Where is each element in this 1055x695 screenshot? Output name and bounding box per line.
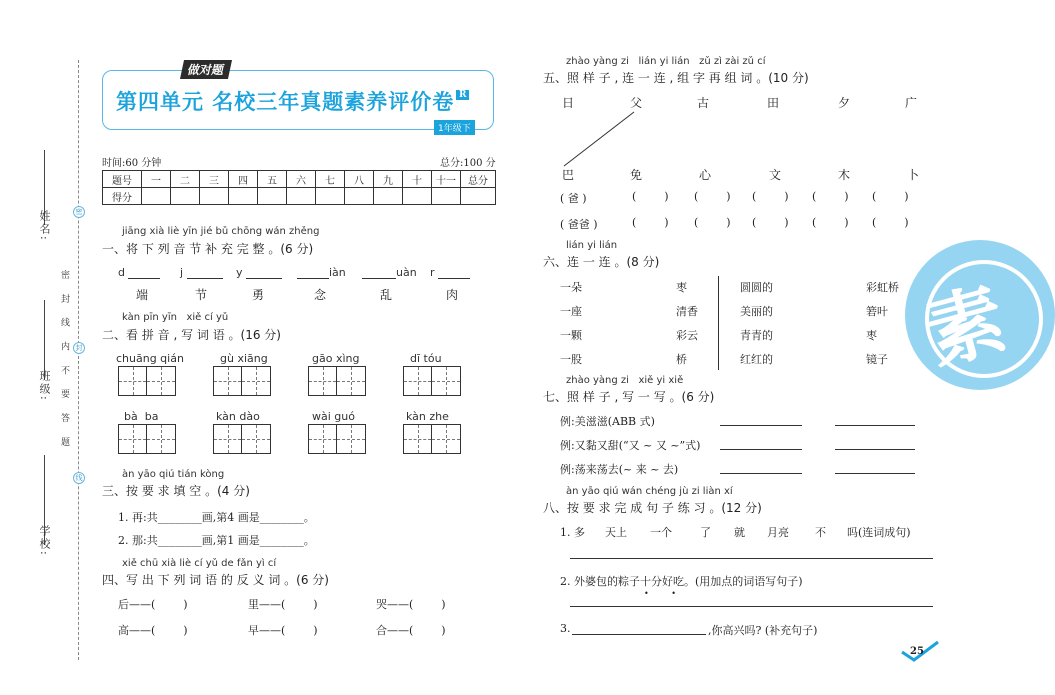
- q5-row2: ( ): [694, 216, 731, 229]
- score-header: 六: [287, 171, 316, 188]
- q2-word-pinyin: dī tóu: [410, 352, 442, 365]
- q6-left-item[interactable]: 圆圆的: [740, 281, 773, 294]
- q5-top-char: 日: [562, 96, 575, 110]
- q6-pinyin: lián yi lián: [566, 240, 618, 251]
- total-label: 总分:100 分: [440, 158, 496, 169]
- score-header: 九: [374, 171, 403, 188]
- q1-pinyin: jiāng xià liè yīn jié bǔ chōng wán zhěng: [122, 226, 320, 237]
- q1-char: 乱: [380, 288, 393, 302]
- q5-row2: ( ): [872, 216, 909, 229]
- q5-title: 五、照 样 子 , 连 一 连 , 组 字 再 组 词 。(10 分): [543, 71, 809, 85]
- q6-right-item[interactable]: 清香: [676, 305, 698, 318]
- q6-right-item[interactable]: 镜子: [866, 353, 888, 366]
- q2-writing-grid[interactable]: [118, 424, 176, 454]
- score-cell[interactable]: [171, 188, 200, 205]
- q8-s1-word: 就: [734, 526, 745, 539]
- q1-char: 念: [314, 288, 327, 302]
- q1-blank[interactable]: [128, 266, 160, 279]
- q5-row2: ( ): [752, 216, 789, 229]
- q8-s1-word: 月亮: [767, 526, 789, 539]
- score-cell[interactable]: [287, 188, 316, 205]
- q1-final: iàn: [329, 266, 346, 279]
- score-header: 十: [403, 171, 432, 188]
- q5-row1: ( 爸 ): [560, 192, 587, 205]
- q6-left-item[interactable]: 一座: [560, 305, 582, 318]
- q5-top-char: 夕: [838, 96, 851, 110]
- q5-row1: ( ): [632, 190, 669, 203]
- q7-answer-line[interactable]: [835, 473, 915, 474]
- q6-right-item[interactable]: 彩虹桥: [866, 281, 899, 294]
- q2-word-pinyin: chuāng qián: [116, 352, 184, 365]
- q5-top-char: 古: [697, 96, 710, 110]
- class-line: [44, 300, 45, 380]
- q5-bottom-char: 免: [630, 168, 643, 182]
- q8-s3-prefix: 3.: [560, 622, 571, 635]
- class-label: 班级:: [38, 370, 51, 402]
- name-label: 姓名:: [38, 210, 51, 242]
- score-header: 十一: [432, 171, 461, 188]
- score-cell[interactable]: [345, 188, 374, 205]
- q1-final: uàn: [396, 266, 417, 279]
- q6-title: 六、连 一 连 。(8 分): [543, 255, 660, 269]
- q6-right-item[interactable]: 枣: [866, 329, 877, 342]
- q8-s1-word: 吗(连词成句): [847, 526, 911, 539]
- q7-answer-line[interactable]: [720, 473, 802, 474]
- q8-pinyin: àn yāo qiú wán chéng jù zi liàn xí: [566, 486, 733, 497]
- q6-left-item[interactable]: 红红的: [740, 353, 773, 366]
- q2-writing-grid[interactable]: [118, 366, 176, 396]
- score-header: 四: [229, 171, 258, 188]
- q8-s1-word: 一个: [650, 526, 672, 539]
- q2-writing-grid[interactable]: [213, 366, 271, 396]
- seal-warning: 密 封 线 内 不 要 答 题: [59, 270, 69, 453]
- q6-right-item[interactable]: 枣: [676, 281, 687, 294]
- q1-blank[interactable]: [297, 266, 329, 279]
- q6-right-item[interactable]: 箬叶: [866, 305, 888, 318]
- score-header: 五: [258, 171, 287, 188]
- q5-row2: ( ): [812, 216, 849, 229]
- q5-row2: ( ): [632, 216, 669, 229]
- q4-item: 后——( ): [118, 598, 188, 611]
- q1-blank[interactable]: [362, 266, 396, 279]
- q5-row1: ( ): [872, 190, 909, 203]
- q1-blank[interactable]: [438, 266, 470, 279]
- q4-pinyin: xiě chū xià liè cí yǔ de fǎn yì cí: [122, 558, 277, 569]
- q5-row1: ( ): [752, 190, 789, 203]
- grade-label: 1年级下: [434, 120, 475, 135]
- q4-item: 早——( ): [248, 624, 318, 637]
- q1-blank[interactable]: [187, 266, 223, 279]
- q6-left-item[interactable]: 一朵: [560, 281, 582, 294]
- score-cell[interactable]: [316, 188, 345, 205]
- score-cell[interactable]: [142, 188, 171, 205]
- q2-writing-grid[interactable]: [403, 424, 461, 454]
- q1-blank[interactable]: [246, 266, 282, 279]
- q1-title: 一、将 下 列 音 节 补 充 完 整 。(6 分): [102, 242, 314, 256]
- q1-initial: j: [180, 266, 184, 279]
- q2-word-pinyin: gù xiāng: [220, 352, 268, 365]
- q8-s3-blank[interactable]: [572, 634, 706, 635]
- q7-example: 例:荡来荡去(~ 来 ~ 去): [560, 463, 679, 476]
- q7-answer-line[interactable]: [835, 425, 915, 426]
- q4-item: 里——( ): [248, 598, 318, 611]
- page-title: 第四单元 名校三年真题素养评价卷: [116, 90, 455, 114]
- q8-answer-line[interactable]: [570, 606, 933, 607]
- score-cell[interactable]: [432, 188, 461, 205]
- q5-row2: ( 爸爸 ): [560, 218, 598, 231]
- q5-bottom-char: 卜: [907, 168, 920, 182]
- score-row-label: 得分: [103, 188, 142, 205]
- q1-char: 节: [195, 288, 208, 302]
- q5-row1: ( ): [694, 190, 731, 203]
- q8-s3-suffix: ,你高兴吗? (补充句子): [708, 624, 818, 637]
- q1-initial: d: [118, 266, 125, 279]
- q8-s2: 2. 外婆包的粽子十分好吃。(用加点的词语写句子): [560, 575, 803, 588]
- q8-s1-word: 了: [700, 526, 711, 539]
- q4-item: 高——( ): [118, 624, 188, 637]
- q6-left-item[interactable]: 美丽的: [740, 305, 773, 318]
- seal-stamp-char: 素: [916, 274, 1016, 382]
- q3-line-1: 1. 再:共________画,第4 画是________。: [118, 511, 315, 524]
- q8-title: 八、按 要 求 完 成 句 子 练 习 。(12 分): [543, 501, 762, 515]
- q7-answer-line[interactable]: [835, 449, 915, 450]
- q3-line-2: 2. 那:共________画,第1 画是________。: [118, 534, 315, 547]
- q2-word-pinyin: gāo xìng: [312, 352, 360, 365]
- seal-line: [78, 60, 79, 660]
- q7-example: 例:又黏又甜(“又 ~ 又 ~”式): [560, 439, 701, 452]
- q4-item: 哭——( ): [376, 598, 446, 611]
- q6-divider: [718, 276, 719, 370]
- score-cell[interactable]: [229, 188, 258, 205]
- page-number: 25: [910, 646, 924, 657]
- q5-top-char: 田: [767, 96, 780, 110]
- q1-initial: r: [430, 266, 435, 279]
- school-label: 学校:: [38, 525, 51, 557]
- q1-char: 肉: [446, 288, 459, 302]
- seal-hole-3: 线: [73, 472, 85, 484]
- q2-word-pinyin: wài guó: [312, 410, 355, 423]
- q2-word-pinyin: bà ba: [124, 410, 159, 423]
- q2-writing-grid[interactable]: [403, 366, 461, 396]
- q6-left-item[interactable]: 一颗: [560, 329, 582, 342]
- q2-pinyin: kàn pīn yīn xiě cí yǔ: [122, 312, 229, 323]
- score-header: 三: [200, 171, 229, 188]
- q1-char: 勇: [252, 288, 265, 302]
- q7-example: 例:美滋滋(ABB 式): [560, 415, 655, 428]
- q3-pinyin: àn yāo qiú tián kòng: [122, 469, 225, 480]
- q5-example-line: [560, 110, 640, 170]
- score-header: 题号: [103, 171, 142, 188]
- emphasis-dots: • •: [644, 589, 686, 598]
- score-table: [102, 170, 496, 205]
- q8-s1-word: 天上: [605, 526, 627, 539]
- q2-writing-grid[interactable]: [308, 424, 366, 454]
- score-header: 总分: [461, 171, 496, 188]
- q8-s1-word: 不: [815, 526, 826, 539]
- q2-word-pinyin: kàn dào: [216, 410, 260, 423]
- score-cell[interactable]: [374, 188, 403, 205]
- q3-title: 三、按 要 求 填 空 。(4 分): [102, 484, 250, 498]
- score-header: 一: [142, 171, 171, 188]
- q7-answer-line[interactable]: [720, 449, 802, 450]
- r-mark: R: [456, 90, 469, 100]
- q6-left-item[interactable]: 青青的: [740, 329, 773, 342]
- score-header: 八: [345, 171, 374, 188]
- q5-row1: ( ): [812, 190, 849, 203]
- q7-pinyin: zhào yàng zi xiě yi xiě: [566, 375, 684, 386]
- q5-pinyin: zhào yàng zi lián yi lián zǔ zì zài zǔ cí: [566, 56, 766, 67]
- q2-word-pinyin: kàn zhe: [406, 410, 449, 423]
- q2-writing-grid[interactable]: [308, 366, 366, 396]
- q4-title: 四、写 出 下 列 词 语 的 反 义 词 。(6 分): [102, 573, 329, 587]
- q4-item: 合——( ): [376, 624, 446, 637]
- q5-top-char: 父: [630, 96, 643, 110]
- q5-bottom-char: 木: [838, 168, 851, 182]
- score-cell[interactable]: [200, 188, 229, 205]
- seal-hole-1: 密: [73, 206, 85, 218]
- q7-answer-line[interactable]: [720, 425, 802, 426]
- q8-s1-word: 1. 多: [560, 526, 585, 539]
- q7-title: 七、照 样 子 , 写 一 写 。(6 分): [543, 390, 715, 404]
- score-cell[interactable]: [403, 188, 432, 205]
- q2-writing-grid[interactable]: [213, 424, 271, 454]
- q5-bottom-char: 心: [699, 168, 712, 182]
- time-label: 时间:60 分钟: [102, 158, 162, 169]
- q5-bottom-char: 巴: [562, 168, 575, 182]
- q8-answer-line[interactable]: [570, 558, 933, 559]
- q1-initial: y: [236, 266, 243, 279]
- score-header: 七: [316, 171, 345, 188]
- q5-top-char: 广: [905, 96, 918, 110]
- q2-title: 二、看 拼 音 , 写 词 语 。(16 分): [102, 328, 281, 342]
- q6-right-item[interactable]: 桥: [676, 353, 687, 366]
- q5-bottom-char: 文: [769, 168, 782, 182]
- brand-tag: 做对题: [180, 60, 232, 79]
- score-header: 二: [171, 171, 200, 188]
- q1-char: 端: [136, 288, 149, 302]
- score-cell[interactable]: [461, 188, 496, 205]
- q6-left-item[interactable]: 一股: [560, 353, 582, 366]
- seal-hole-2: 封: [73, 342, 85, 354]
- score-cell[interactable]: [258, 188, 287, 205]
- q6-right-item[interactable]: 彩云: [676, 329, 698, 342]
